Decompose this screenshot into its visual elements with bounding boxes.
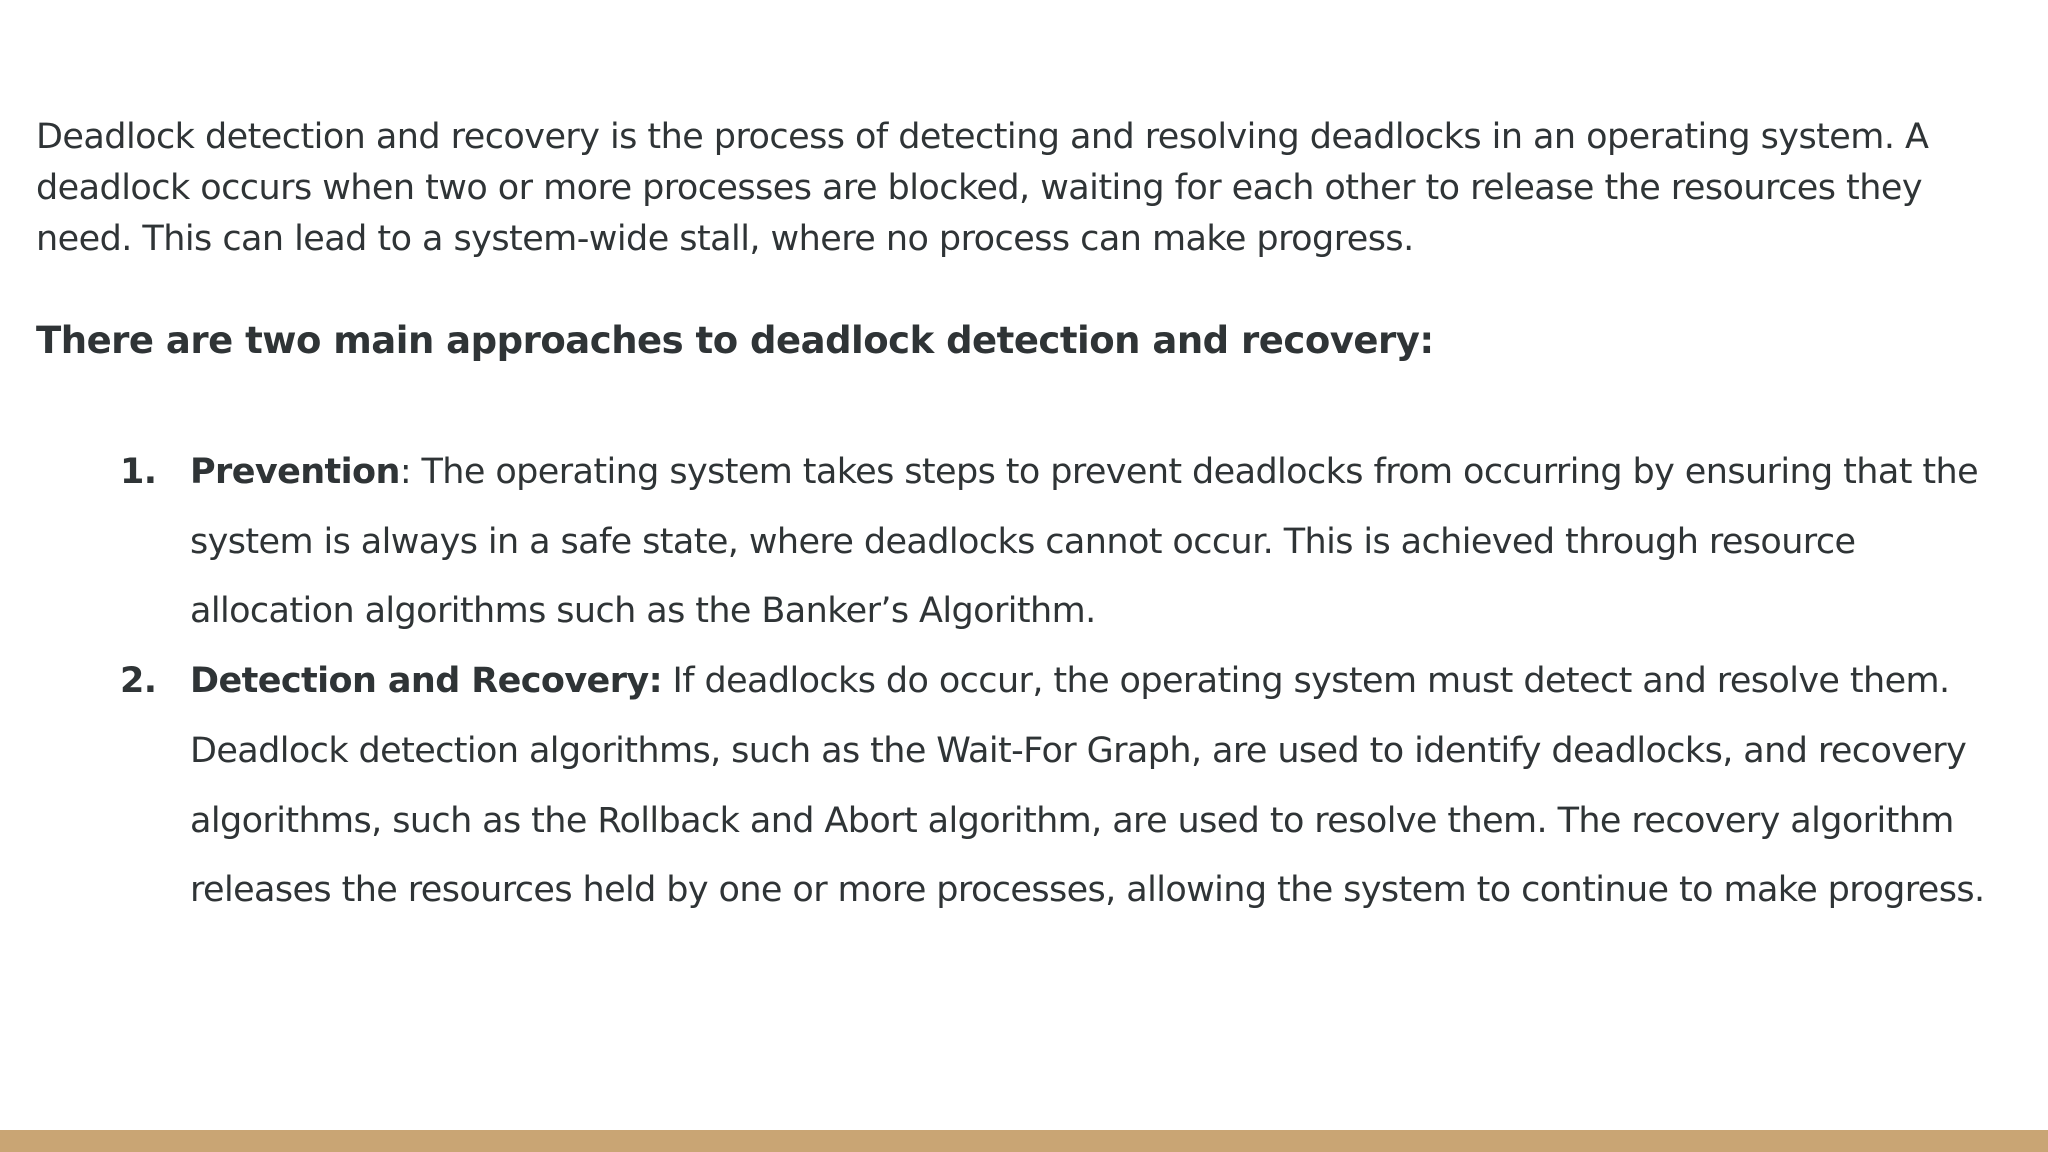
intro-paragraph: Deadlock detection and recovery is the process of detecting and resolving deadlocks in an operating system. A deadlock occurs when two or more processes are blocked, waiting for each other to release the resources they need. This can lead to a system-wide stall, where no process can make progress. (36, 117, 1929, 259)
list-item-detection-recovery (36, 647, 2026, 926)
term-prevention: Prevention (190, 452, 400, 492)
list-number: 1. (120, 452, 157, 492)
footer-accent-bar (0, 1130, 2048, 1152)
list-item-prevention (36, 438, 2026, 647)
slide-content (36, 112, 2026, 926)
list-number: 2. (120, 661, 157, 702)
term-detection-recovery: Detection and Recovery: (190, 661, 662, 702)
detection-recovery-description: If deadlocks do occur, the operating system must detect and resolve them. Deadlock detection algorithms, such as the Wait-For Graph, are used to identify deadlocks, and recovery algorithms, such as the Rollback and Abort algorithm, are used to resolve them. The recovery algorithm releases the resources held by one or more processes, allowing the system to continue to make progress. (190, 661, 1985, 911)
prevention-description: : The operating system takes steps to prevent deadlocks from occurring by ensuring that the system is always in a safe state, where deadlocks cannot occur. This is achieved through resource allocation algorithms such as the Banker’s Algorithm. (190, 452, 1979, 632)
approach-list (36, 438, 2026, 926)
approaches-heading: There are two main approaches to deadlock detection and recovery: (36, 319, 1434, 362)
